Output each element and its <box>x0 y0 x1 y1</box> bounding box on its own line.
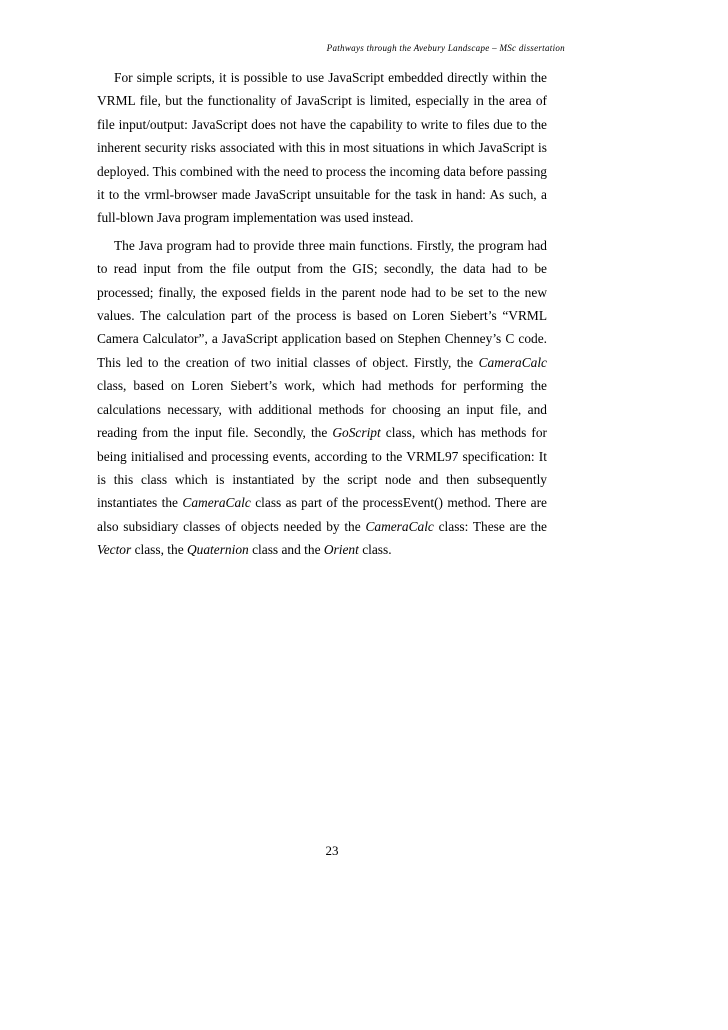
class-name: Orient <box>323 542 359 558</box>
class-name: CameraCalc <box>478 354 547 370</box>
class-name: GoScript <box>332 425 381 441</box>
class-name: Quaternion <box>187 542 249 558</box>
running-header: Pathways through the Avebury Landscape – MSc dissertation <box>326 43 565 53</box>
text-run: The Java program had to provide three main functions. Firstly, the program had to read input from the file output from the GIS; secondly, the data had to be processed; finally, the exposed fields in the parent node had to be set to the new values. The calculation part of the process is based on Loren Siebert’s “VRML Camera Calculator”, a JavaScript application based on Stephen Chenney’s C code. This led to the creation of two initial classes of object. Firstly, the <box>97 237 547 370</box>
text-run: class, based on Loren Siebert’s work, which had methods for performing the calculations necessary, with additional methods for choosing an input file, and reading from the input file. Secondly, the <box>97 378 547 441</box>
text-run: class, which has methods for being initialised and processing events, according to the VRML97 specification: It is this class which is instantiated by the script node and then subsequently instantiates the <box>97 425 547 511</box>
text-run: class, the <box>131 542 187 558</box>
class-name: CameraCalc <box>182 495 251 511</box>
text-run: class: These are the <box>433 518 547 534</box>
paragraph <box>97 66 547 230</box>
body-text <box>97 66 547 566</box>
class-name: Vector <box>97 542 132 558</box>
page-number: 23 <box>325 843 339 858</box>
text-run: class and the <box>248 542 324 558</box>
class-name: CameraCalc <box>365 518 434 534</box>
paragraph <box>97 234 547 562</box>
text-run: class. <box>358 542 392 558</box>
text-run: For simple scripts, it is possible to use JavaScript embedded directly within the VRML file, but the functionality of JavaScript is limited, especially in the area of file input/output: JavaScript does not have the capability to write to files due to the inherent security risks associated with this in most situations in which JavaScript is deployed. This combined with the need to process the incoming data before passing it to the vrml-browser made JavaScript unsuitable for the task in hand: As such, a full-blown Java program implementation was used instead. <box>97 70 547 226</box>
text-run: class as part of the processEvent() method. There are also subsidiary classes of objects needed by the <box>97 495 547 534</box>
